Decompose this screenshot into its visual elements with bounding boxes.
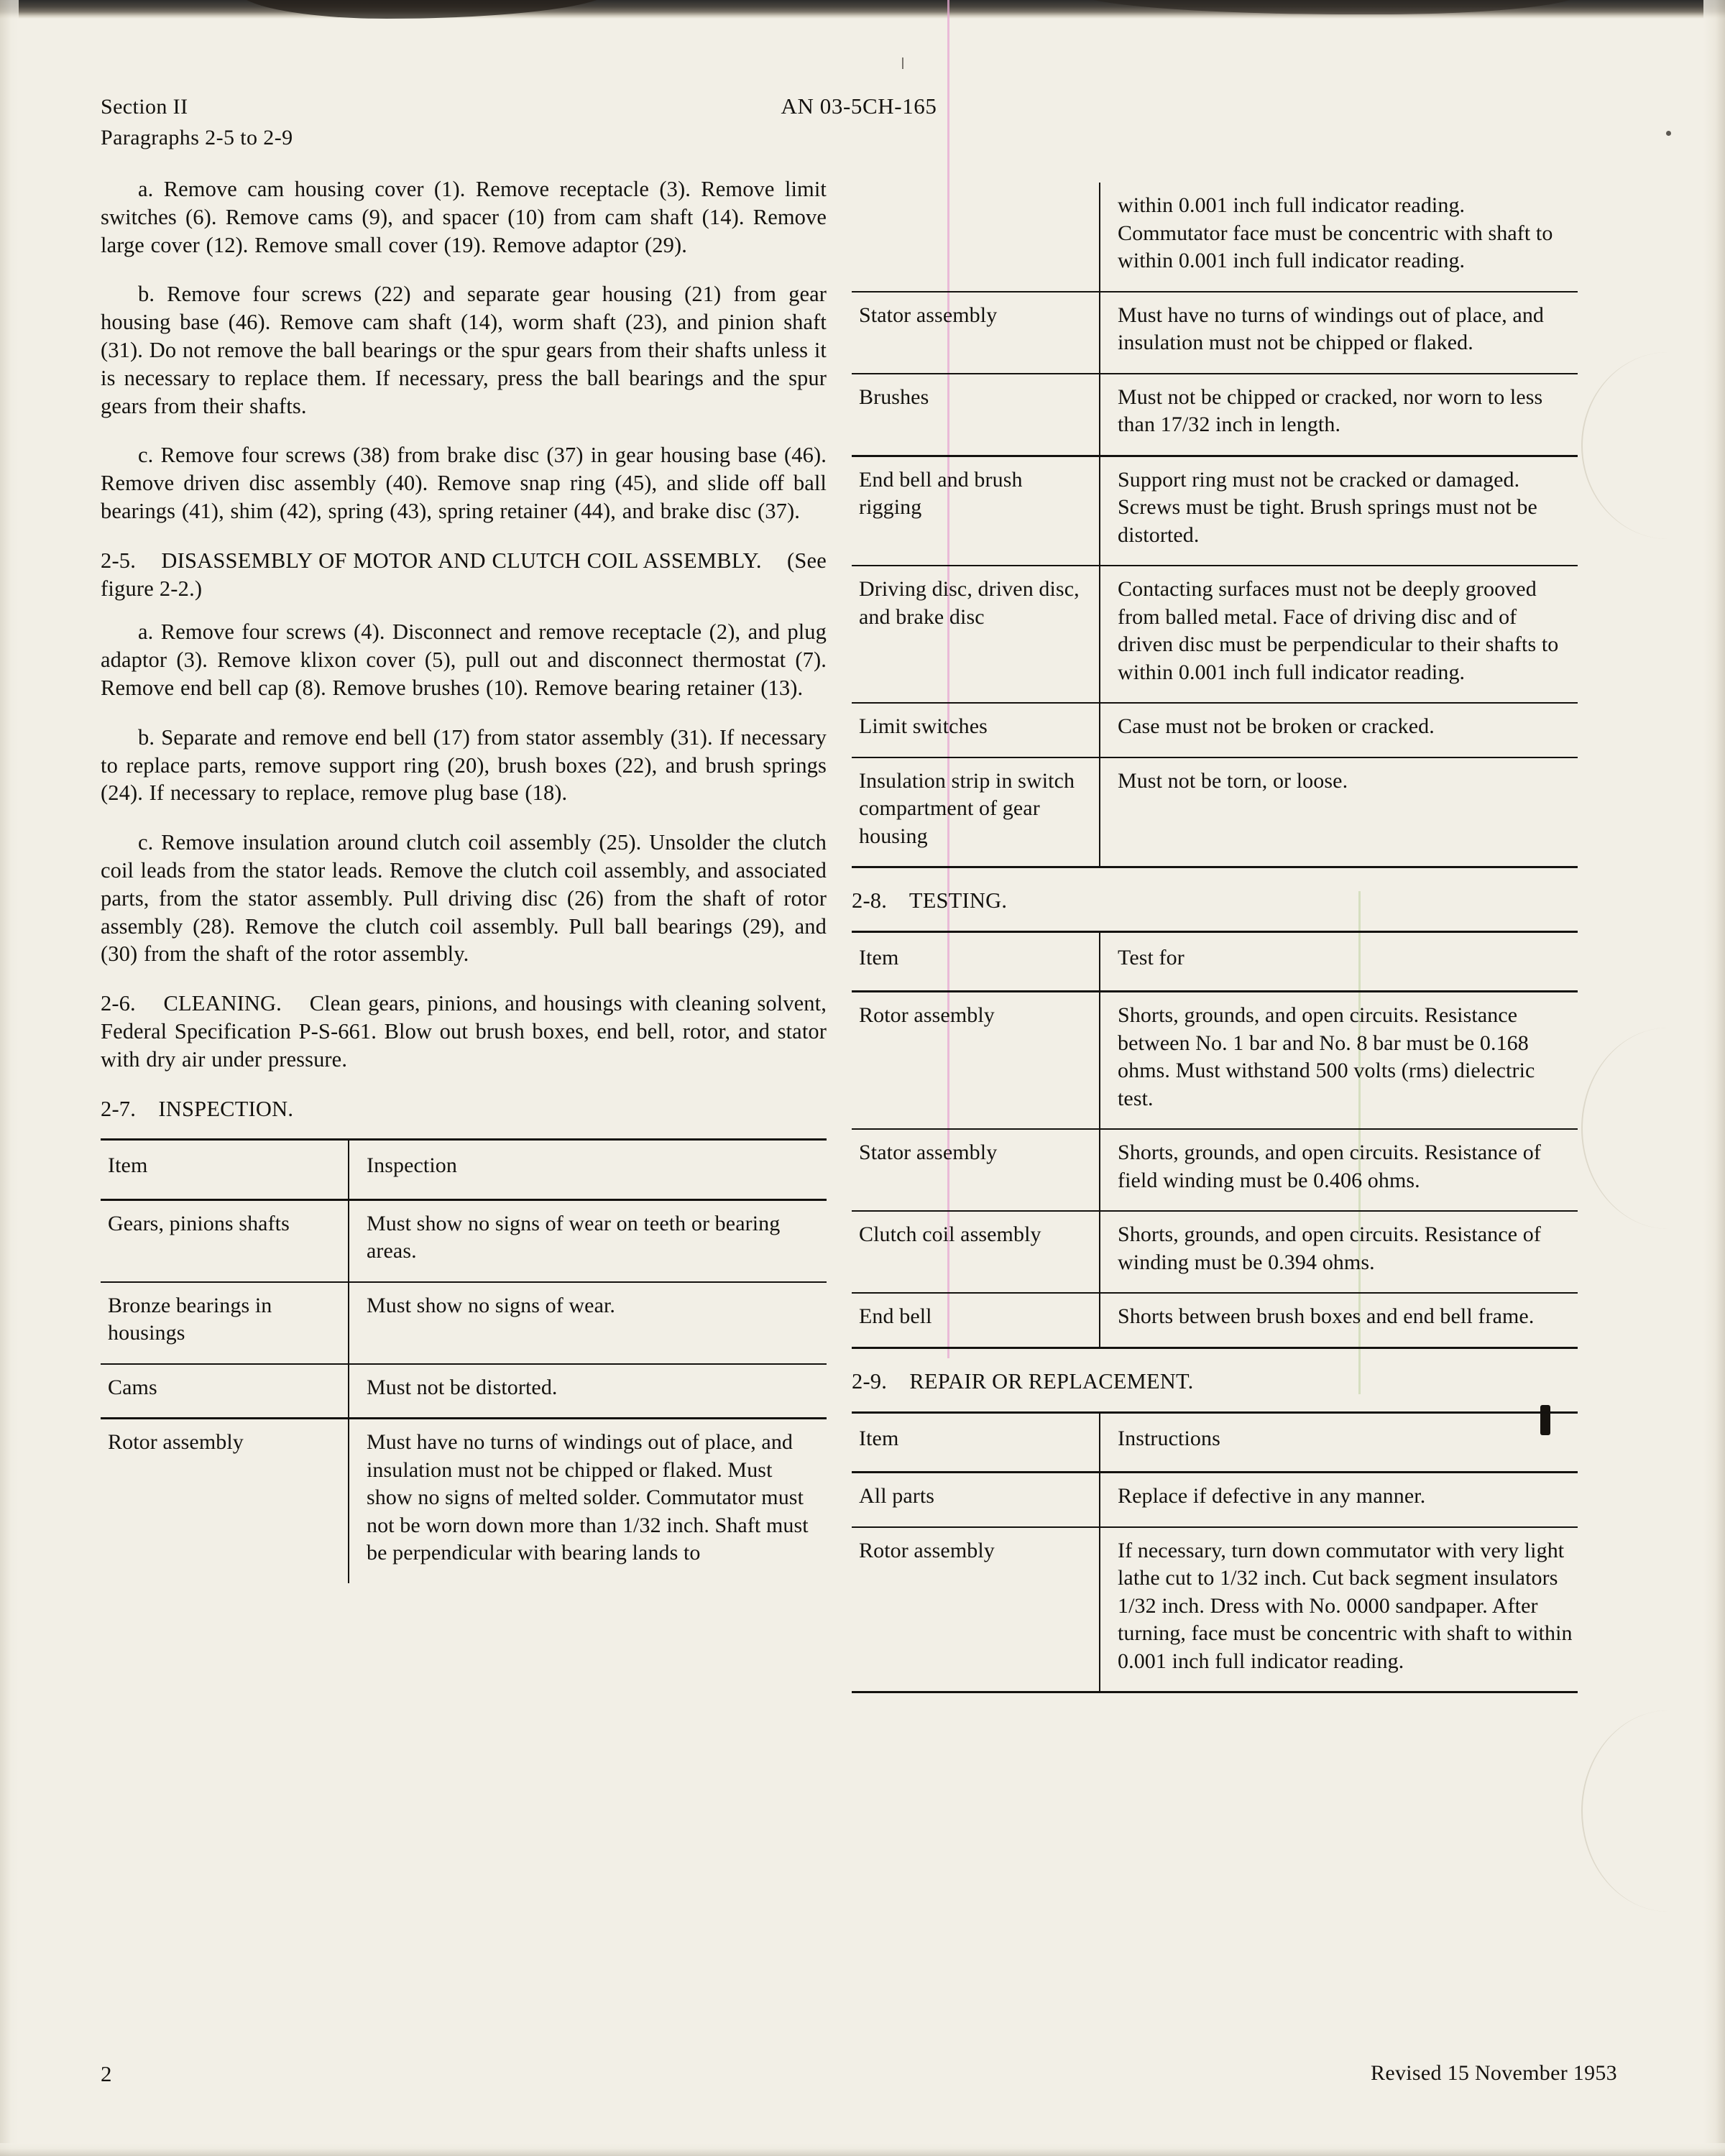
table-row	[852, 1211, 1578, 1293]
table-row	[852, 456, 1578, 566]
row-item: Limit switches	[852, 703, 1100, 757]
column-header-item: Item	[852, 931, 1100, 992]
inspection-table-continued	[852, 183, 1578, 868]
row-value: Must not be chipped or cracked, nor worn to less than 17/32 inch in length.	[1100, 374, 1578, 456]
section-title-2-9: REPAIR OR REPLACEMENT.	[909, 1368, 1194, 1393]
row-item: Gears, pinions shafts	[101, 1199, 349, 1282]
page-footer	[101, 2061, 1617, 2093]
row-item: Insulation strip in switch compartment of gear housing	[852, 757, 1100, 867]
section-number-2-9: 2-9.	[852, 1368, 888, 1393]
row-value: Case must not be broken or cracked.	[1100, 703, 1578, 757]
column-header-item: Item	[101, 1140, 349, 1200]
paragraphs-label: Paragraphs 2-5 to 2-9	[101, 125, 293, 149]
column-header-test-for: Test for	[1100, 931, 1578, 992]
row-value: If necessary, turn down commutator with very light lathe cut to 1/32 inch. Cut back segment insulators 1/32 inch. Dress with No. 0000 sandpaper. After turning, face must be concentric with shaft to within 0.001 inch full indicator reading.	[1100, 1527, 1578, 1692]
table-row	[852, 183, 1578, 292]
table-row	[852, 1473, 1578, 1527]
row-item: Brushes	[852, 374, 1100, 456]
row-value: within 0.001 inch full indicator reading. Commutator face must be concentric with shaft to within 0.001 inch full indicator reading.	[1118, 193, 1553, 272]
table-header-row	[101, 1140, 827, 1200]
table-row	[852, 1527, 1578, 1692]
paragraph-2-5-c: c. Remove insulation around clutch coil assembly (25). Unsolder the clutch coil leads from the stator leads. Remove the clutch coil assembly, and associated parts, from the stator assembly. Pull driving disc (26) from the shaft of rotor assembly (28). Remove the clutch coil assembly. Pull ball bearings (29), and (30) from the shaft of the rotor assembly.	[101, 830, 827, 967]
table-header-row	[852, 1412, 1578, 1473]
column-header-instructions: Instructions	[1100, 1412, 1578, 1473]
page-number: 2	[101, 2061, 112, 2086]
row-value: Support ring must not be cracked or damaged. Screws must be tight. Brush springs must not be distorted.	[1100, 456, 1578, 566]
left-column	[101, 175, 827, 1602]
section-label: Section II	[101, 95, 188, 119]
row-item: Rotor assembly	[852, 1527, 1100, 1692]
repair-replacement-table	[852, 1411, 1578, 1694]
figure-reference-2-5: (See figure 2-2.)	[101, 548, 827, 601]
section-heading-2-8	[852, 887, 1578, 915]
inspection-table	[101, 1138, 827, 1583]
table-row	[101, 1364, 827, 1419]
row-value: Must show no signs of wear.	[349, 1282, 827, 1364]
section-title-2-5: DISASSEMBLY OF MOTOR AND CLUTCH COIL ASSEMBLY.	[161, 548, 762, 573]
section-number-2-7: 2-7.	[101, 1096, 137, 1121]
section-number-2-8: 2-8.	[852, 888, 888, 913]
right-column	[852, 175, 1578, 1712]
table-row	[101, 1419, 827, 1583]
row-value: Shorts, grounds, and open circuits. Resistance between No. 1 bar and No. 8 bar must be 0.168 ohms. Must withstand 500 volts (rms) dielectric test.	[1100, 992, 1578, 1130]
row-value: Contacting surfaces must not be deeply grooved from balled metal. Face of driving disc and of driven disc must be perpendicular to their shafts to within 0.001 inch full indicator reading.	[1100, 566, 1578, 703]
table-row	[852, 566, 1578, 703]
section-number-2-5: 2-5.	[101, 548, 137, 573]
table-row	[852, 992, 1578, 1130]
testing-table	[852, 931, 1578, 1349]
row-value: Shorts between brush boxes and end bell frame.	[1100, 1293, 1578, 1348]
row-value: Shorts, grounds, and open circuits. Resistance of winding must be 0.394 ohms.	[1100, 1211, 1578, 1293]
row-item: All parts	[852, 1473, 1100, 1527]
row-item: Cams	[101, 1364, 349, 1419]
row-value: Shorts, grounds, and open circuits. Resistance of field winding must be 0.406 ohms.	[1100, 1129, 1578, 1211]
table-row	[852, 757, 1578, 867]
row-item: Rotor assembly	[852, 992, 1100, 1130]
section-heading-2-5	[101, 547, 827, 603]
paragraph-2-5-a: a. Remove four screws (4). Disconnect and remove receptacle (2), and plug adaptor (3). Remove klixon cover (5), pull out and disconnect thermostat (7). Remove end bell cap (8). Remove brushes (10). Remove bearing retainer (13).	[101, 619, 827, 700]
row-item: Stator assembly	[852, 292, 1100, 374]
row-item: Stator assembly	[852, 1129, 1100, 1211]
table-row	[101, 1199, 827, 1282]
row-value: Must not be torn, or loose.	[1100, 757, 1578, 867]
section-heading-2-9	[852, 1368, 1578, 1396]
table-row	[852, 703, 1578, 757]
section-text-2-6: Clean gears, pinions, and housings with cleaning solvent, Federal Specification P-S-661. Blow out brush boxes, end bell, rotor, and stator with dry air under pressure.	[101, 991, 827, 1072]
row-item: Rotor assembly	[101, 1419, 349, 1583]
row-item: End bell	[852, 1293, 1100, 1348]
section-heading-2-7	[101, 1095, 827, 1123]
table-header-row	[852, 931, 1578, 992]
section-2-6-cleaning	[101, 990, 827, 1073]
running-head	[101, 92, 1617, 157]
row-item: Clutch coil assembly	[852, 1211, 1100, 1293]
table-row	[852, 292, 1578, 374]
row-item: Driving disc, driven disc, and brake disc	[852, 566, 1100, 703]
table-row	[852, 1293, 1578, 1348]
paragraph-2-5-b: b. Separate and remove end bell (17) from stator assembly (31). If necessary to replace parts, remove support ring (20), brush boxes (22), and brush springs (24). If necessary to replace, remove plug base (18).	[101, 724, 827, 806]
section-number-2-6: 2-6.	[101, 991, 136, 1016]
paragraph-2-4-c: c. Remove four screws (38) from brake disc (37) in gear housing base (46). Remove driven disc assembly (40). Remove snap ring (45), and slide off ball bearings (41), shim (42), spring (43), spring retainer (44), and brake disc (37).	[101, 443, 827, 523]
row-item	[852, 183, 1100, 292]
row-item: End bell and brush rigging	[852, 456, 1100, 566]
column-header-item: Item	[852, 1412, 1100, 1473]
revision-date: Revised 15 November 1953	[1371, 2061, 1617, 2085]
manual-number: AN 03-5CH-165	[781, 93, 937, 119]
table-row	[852, 374, 1578, 456]
row-item: Bronze bearings in housings	[101, 1282, 349, 1364]
row-value: Must show no signs of wear on teeth or bearing areas.	[349, 1199, 827, 1282]
paragraph-2-4-a: a. Remove cam housing cover (1). Remove receptacle (3). Remove limit switches (6). Remove cams (9), and spacer (10) from cam shaft (14). Remove large cover (12). Remove small cover (19). Remove adaptor (29).	[101, 177, 827, 257]
section-title-2-8: TESTING.	[908, 888, 1008, 913]
row-value: Must have no turns of windings out of place, and insulation must not be chipped or flaked.	[1100, 292, 1578, 374]
column-header-inspection: Inspection	[349, 1140, 827, 1200]
row-value: Replace if defective in any manner.	[1100, 1473, 1578, 1527]
paragraph-2-4-b: b. Remove four screws (22) and separate gear housing (21) from gear housing base (46). Remove cam shaft (14), worm shaft (23), and pinion shaft (31). Do not remove the ball bearings or the spur gears from their shafts unless it is necessary to replace them. If necessary, press the ball bearings and the spur gears from their shafts.	[101, 282, 827, 418]
row-value: Must have no turns of windings out of place, and insulation must not be chipped or flaked. Must show no signs of melted solder. Commutator must not be worn down more than 1/32 inch. Shaft must be perpendicular with bearing lands to	[349, 1419, 827, 1583]
table-row	[852, 1129, 1578, 1211]
section-title-2-6: CLEANING.	[163, 991, 282, 1016]
row-value: Must not be distorted.	[349, 1364, 827, 1419]
table-row	[101, 1282, 827, 1364]
section-title-2-7: INSPECTION.	[158, 1096, 294, 1121]
